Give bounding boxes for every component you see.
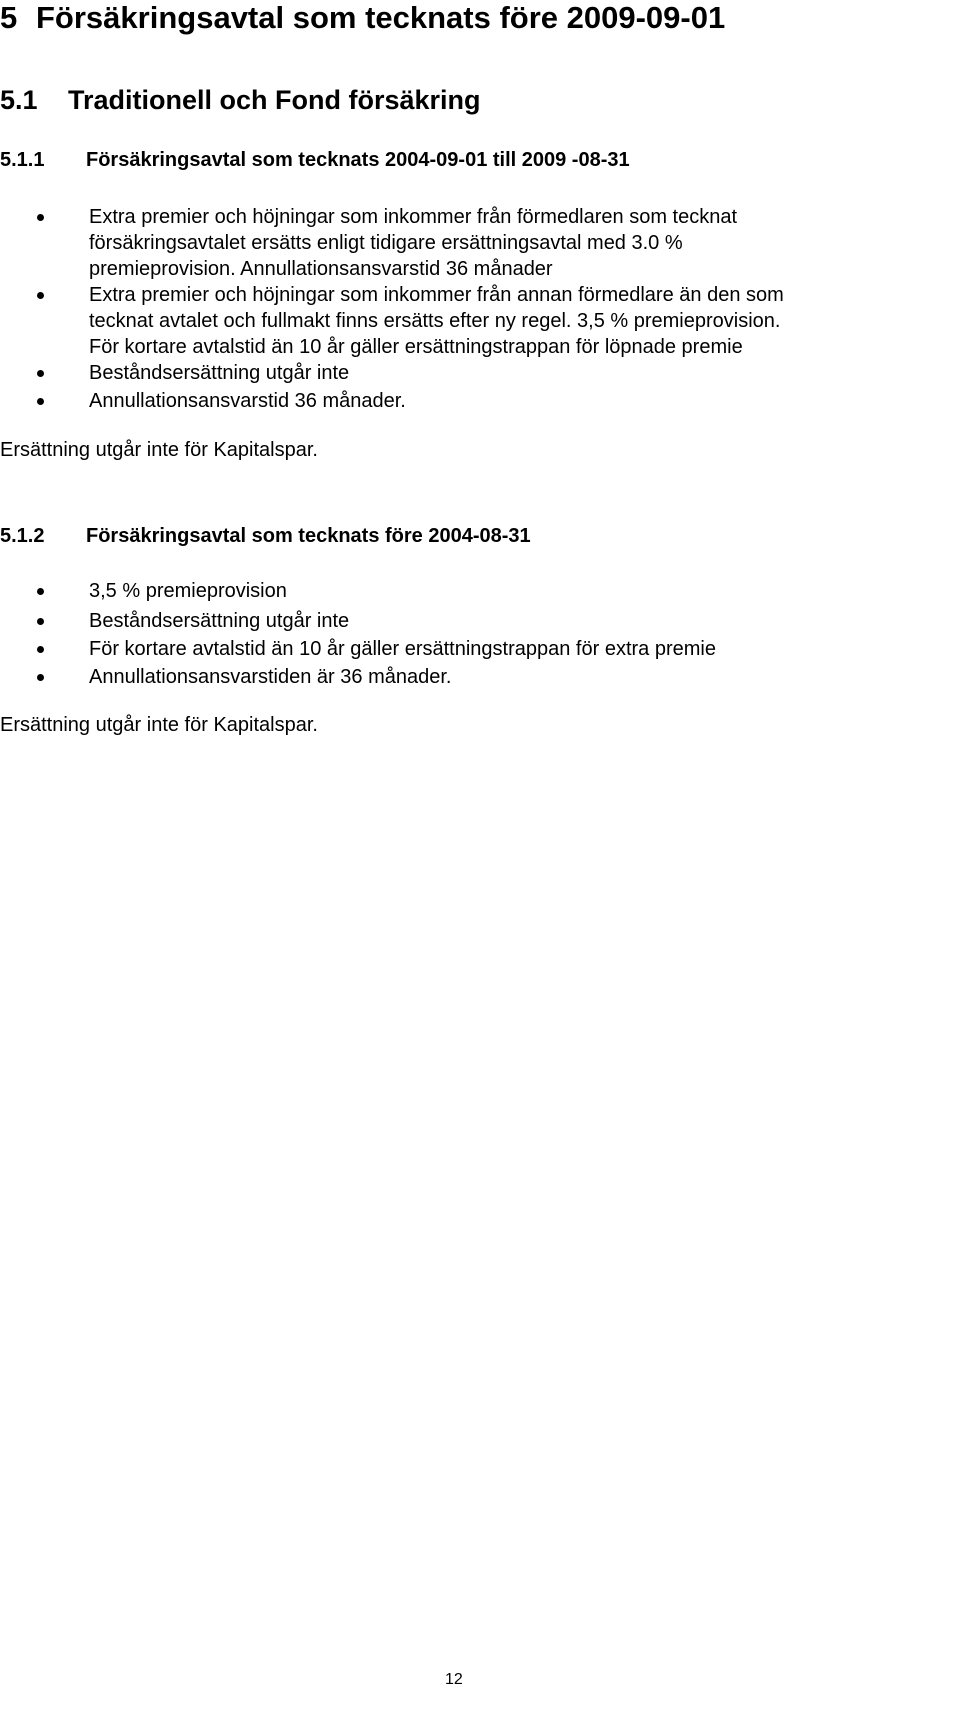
bullet-dot [37,674,44,681]
list-line: tecknat avtalet och fullmakt finns ersätts efter ny regel. 3,5 % premieprovision. [89,310,781,332]
heading-2-title: Traditionell och Fond försäkring [68,85,481,115]
heading-5-1-1-title: Försäkringsavtal som tecknats 2004-09-01 till 2009 -08-31 [86,149,630,171]
list-item: Beståndsersättning utgår inte [89,610,350,632]
heading-5-1-2 [0,524,531,548]
bullet-dot [37,618,44,625]
heading-1-number: 5 [0,0,18,35]
section-5-1-2-note: Ersättning utgår inte för Kapitalspar. [0,714,318,736]
bullet-dot [37,646,44,653]
list-item: Annullationsansvarstiden är 36 månader. [89,666,452,688]
bullet-dot [37,292,44,299]
list-line: Annullationsansvarstid 36 månader. [89,390,406,412]
list-line: Extra premier och höjningar som inkommer från förmedlaren som tecknat [89,206,738,228]
list-item: För kortare avtalstid än 10 år gäller ersättningstrappan för extra premie [89,638,716,660]
bullet-dot [37,214,44,221]
bullet-dot [37,588,44,595]
heading-5-1-1-number: 5.1.1 [0,149,45,171]
bullet-dot [37,370,44,377]
list-line: Extra premier och höjningar som inkommer från annan förmedlare än den som [89,284,784,306]
heading-5-1-1 [0,148,630,172]
heading-1-title: Försäkringsavtal som tecknats före 2009-09-01 [36,0,726,35]
list-item: 3,5 % premieprovision [89,580,287,602]
heading-5-1-2-number: 5.1.2 [0,525,45,547]
section-5-1-1-note: Ersättning utgår inte för Kapitalspar. [0,439,318,461]
heading-2 [0,84,481,116]
list-line: Beståndsersättning utgår inte [89,362,350,384]
bullet-dot [37,398,44,405]
heading-2-number: 5.1 [0,85,38,115]
heading-5-1-2-title: Försäkringsavtal som tecknats före 2004-08-31 [86,525,531,547]
page-number: 12 [445,1671,463,1688]
heading-1 [0,0,725,36]
list-line: premieprovision. Annullationsansvarstid 36 månader [89,258,553,280]
list-line: För kortare avtalstid än 10 år gäller ersättningstrappan för löpnade premie [89,336,743,358]
list-line: försäkringsavtalet ersätts enligt tidigare ersättningsavtal med 3.0 % [89,232,683,254]
